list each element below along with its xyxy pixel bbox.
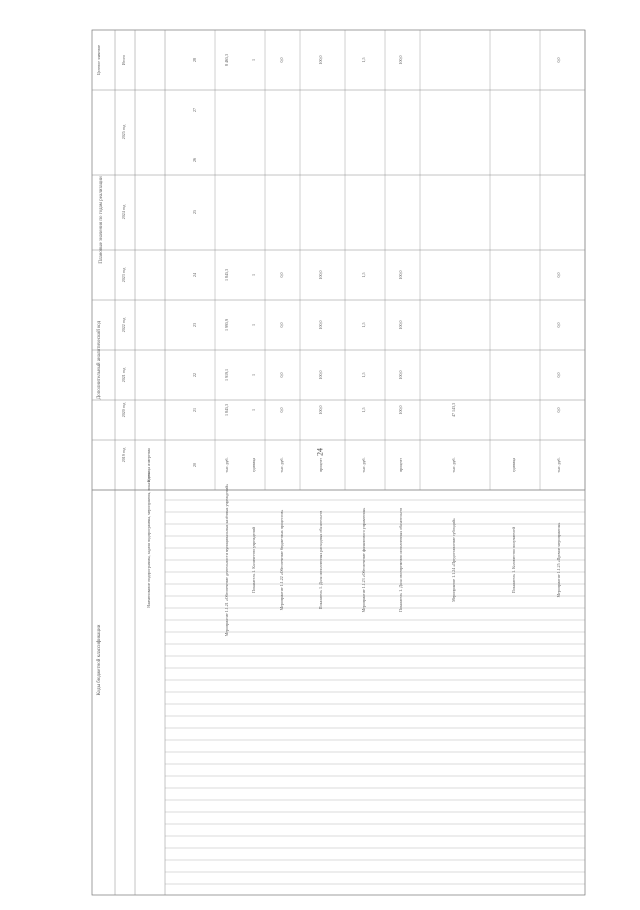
page-number: 24 bbox=[315, 448, 325, 456]
year-header-3: 2022 год bbox=[121, 317, 126, 333]
row-value-3-1: 100,0 bbox=[318, 370, 323, 380]
row-value-4-0: 1,5 bbox=[361, 407, 366, 413]
row-value-1-3: 1 bbox=[251, 274, 256, 276]
year-header-4: 2023 год bbox=[121, 267, 126, 283]
subheader-unit: Единица измерения bbox=[146, 448, 151, 482]
row-value-3-3: 100,0 bbox=[318, 270, 323, 280]
row-name-8: Мероприятие 1.1.25 «Прочие мероприятия» bbox=[556, 522, 561, 598]
year-header-0: 2019 год bbox=[121, 447, 126, 463]
row-value-8-3: 0,0 bbox=[556, 272, 561, 278]
row-name-5: Показатель 1. Доля своевременно исполненных обязательств bbox=[398, 507, 403, 613]
column-number-7: 27 bbox=[192, 108, 197, 112]
row-name-4: Мероприятие 1.1.23 «Обеспечение финансового управления» bbox=[361, 507, 366, 613]
group-header-right: Плановые значения по годам реализации bbox=[99, 176, 104, 264]
row-unit-6: тыс. руб. bbox=[451, 457, 456, 473]
row-value-8-0: 0,0 bbox=[556, 407, 561, 413]
column-number-3: 23 bbox=[192, 323, 197, 327]
year-header-2: 2021 год bbox=[121, 367, 126, 383]
row-value-0-8: 8 465,3 bbox=[224, 54, 229, 66]
row-value-5-1: 100,0 bbox=[398, 370, 403, 380]
subheader-total: Итого bbox=[121, 54, 126, 66]
row-value-5-8: 100,0 bbox=[398, 55, 403, 65]
row-value-4-3: 1,5 bbox=[361, 272, 366, 278]
row-unit-0: тыс. руб. bbox=[224, 457, 229, 473]
row-unit-8: тыс. руб. bbox=[556, 457, 561, 473]
row-value-2-3: 0,0 bbox=[279, 272, 284, 278]
row-name-7: Показатель 1. Количество получателей bbox=[511, 526, 516, 594]
row-value-5-2: 100,0 bbox=[398, 320, 403, 330]
group-header-left: Коды бюджетной классификации bbox=[97, 624, 102, 696]
row-value-1-1: 1 bbox=[251, 374, 256, 376]
row-value-0-0: 1 845,3 bbox=[224, 404, 229, 416]
row-value-6-0: 47 143,3 bbox=[451, 403, 456, 417]
row-unit-3: процент bbox=[318, 458, 323, 472]
row-value-3-8: 100,0 bbox=[318, 55, 323, 65]
column-number-4: 24 bbox=[192, 273, 197, 277]
row-value-8-8: 0,0 bbox=[556, 57, 561, 63]
row-value-2-0: 0,0 bbox=[279, 407, 284, 413]
column-number-2: 22 bbox=[192, 373, 197, 377]
subheader-program: Наименование подпрограммы, задачи подпрограммы, мероприятия, показателя bbox=[146, 472, 151, 608]
year-header-1: 2020 год bbox=[121, 402, 126, 418]
row-value-8-1: 0,0 bbox=[556, 372, 561, 378]
row-name-3: Показатель 1. Доля исполненных расходных обязательств bbox=[318, 510, 323, 610]
year-header-6: 2025 год bbox=[121, 124, 126, 140]
row-unit-4: тыс. руб. bbox=[361, 457, 366, 473]
row-value-2-8: 0,0 bbox=[279, 57, 284, 63]
year-header-5: 2024 год bbox=[121, 204, 126, 220]
row-name-1: Показатель 1. Количество учреждений bbox=[251, 527, 256, 593]
column-number-1: 21 bbox=[192, 408, 197, 412]
row-name-2: Мероприятие 1.1.22 «Обеспечение бюджетных процессов» bbox=[279, 509, 284, 611]
row-value-4-8: 1,5 bbox=[361, 57, 366, 63]
row-value-0-2: 1 995,9 bbox=[224, 319, 229, 331]
row-value-4-2: 1,5 bbox=[361, 322, 366, 328]
row-value-4-1: 1,5 bbox=[361, 372, 366, 378]
column-number-0: 20 bbox=[192, 463, 197, 467]
column-number-6: 26 bbox=[192, 158, 197, 162]
row-value-5-3: 100,0 bbox=[398, 270, 403, 280]
row-unit-7: единица bbox=[511, 457, 516, 473]
row-value-3-2: 100,0 bbox=[318, 320, 323, 330]
group-header-far-right: Целевое значение bbox=[96, 44, 101, 76]
column-number-8: 28 bbox=[192, 58, 197, 62]
row-value-2-1: 0,0 bbox=[279, 372, 284, 378]
row-name-0: Мероприятие 1.1.21 «Обеспечение деятельности муниципальных казённых учреждений» bbox=[224, 483, 229, 637]
row-value-1-8: 1 bbox=[251, 59, 256, 61]
row-unit-2: тыс. руб. bbox=[279, 457, 284, 473]
row-value-0-3: 1 845,3 bbox=[224, 269, 229, 281]
row-value-1-0: 1 bbox=[251, 409, 256, 411]
row-value-5-0: 100,0 bbox=[398, 405, 403, 415]
row-name-6: Мероприятие 1.1.24 «Предоставление субсидий» bbox=[451, 518, 456, 602]
row-value-2-2: 0,0 bbox=[279, 322, 284, 328]
row-value-0-1: 1 919,1 bbox=[224, 369, 229, 381]
group-header-middle: Дополнительный аналитический код bbox=[97, 320, 102, 400]
row-value-1-2: 1 bbox=[251, 324, 256, 326]
column-number-5: 25 bbox=[192, 210, 197, 214]
row-unit-5: процент bbox=[398, 458, 403, 472]
row-value-8-2: 0,0 bbox=[556, 322, 561, 328]
row-unit-1: единица bbox=[251, 457, 256, 473]
row-value-3-0: 100,0 bbox=[318, 405, 323, 415]
